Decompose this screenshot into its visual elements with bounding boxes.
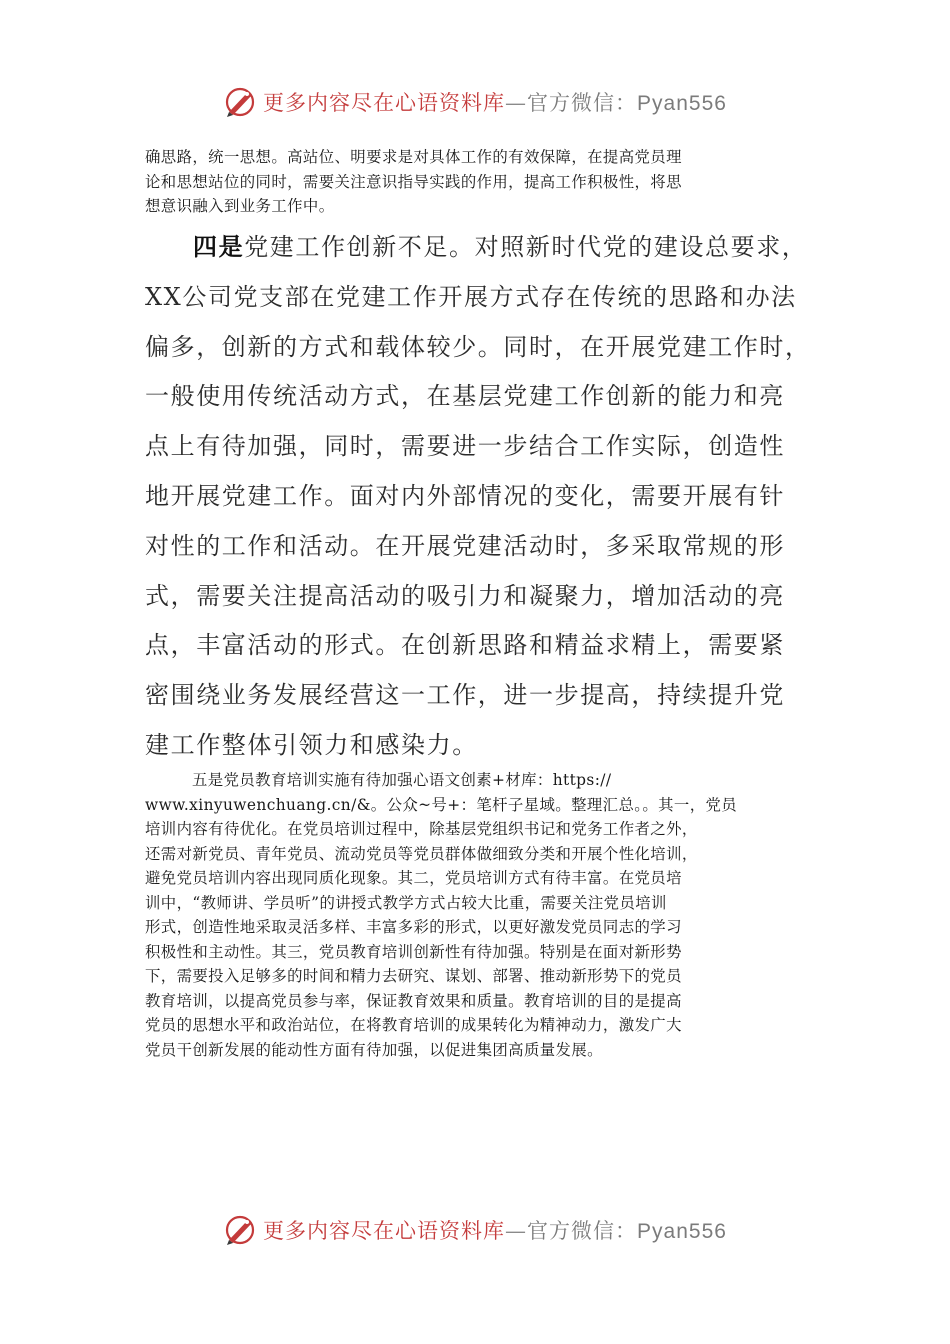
text-line: 教育培训，以提高党员参与率，保证教育效果和质量。教育培训的目的是提高 [145,991,682,1010]
text-line: 避免党员培训内容出现同质化现象。其二，党员培训方式有待丰富。在党员培 [145,869,682,887]
text-line: 对性的工作和活动。在开展党建活动时，多采取常规的形 [145,531,785,560]
pen-logo-icon [223,1213,257,1247]
text-line: 形式，创造性地采取灵活多样、丰富多彩的形式，以更好激发党员同志的学习 [145,918,682,936]
text-line: 党员的思想水平和政治站位，在将教育培训的成果转化为精神动力，激发广大 [145,1016,682,1034]
text-line: www.xinyuwenchuang.cn/&。公众~号+：笔杆子星域。整理汇总。。其一，党员 [145,795,738,814]
text-line: 想意识融入到业务工作中。 [145,197,335,215]
text-line: 地开展党建工作。面对内外部情况的变化，需要开展有针 [145,481,785,510]
text-line: 建工作整体引领力和感染力。 [145,730,478,759]
section-lead: 四是 [193,232,245,261]
text-line: 式，需要关注提高活动的吸引力和凝聚力，增加活动的亮 [145,581,785,610]
pen-logo-icon [223,85,257,119]
text-line: 党员干创新发展的能动性方面有待加强，以促进集团高质量发展。 [145,1040,603,1059]
text-line: XX公司党支部在党建工作开展方式存在传统的思路和办法 [145,282,797,311]
text-line: 点，丰富活动的形式。在创新思路和精益求精上，需要紧 [145,631,785,660]
text-line: 四是党建工作创新不足。对照新时代党的建设总要求， [193,232,808,261]
section-five-paragraph [145,768,805,1062]
text-line: 培训内容有待优化。在党员培训过程中，除基层党组织书记和党务工作者之外， [145,820,698,838]
intro-paragraph [145,145,805,219]
text-line: 还需对新党员、青年党员、流动党员等党员群体做细致分类和开展个性化培训， [145,844,698,863]
banner-text: 更多内容尽在心语资料库—官方微信：Pyan556 [263,91,727,115]
text-line: 一般使用传统活动方式，在基层党建工作创新的能力和亮 [145,382,785,411]
text-line: 点上有待加强，同时，需要进一步结合工作实际，创造性 [145,432,785,461]
section-four-paragraph [145,222,811,771]
text-line: 密围绕业务发展经营这一工作，进一步提高，持续提升党 [145,681,785,710]
text-line: 下，需要投入足够多的时间和精力去研究、谋划、部署、推动新形势下的党员 [145,967,682,985]
text-line: 确思路，统一思想。高站位、明要求是对具体工作的有效保障，在提高党员理 [145,148,682,166]
text-line: 偏多，创新的方式和载体较少。同时，在开展党建工作时， [145,332,811,361]
text-line: 训中，“教师讲、学员听”的讲授式教学方式占较大比重，需要关注党员培训 [145,893,667,912]
footer-banner [0,1210,950,1250]
header-banner [0,82,950,122]
text-line: 积极性和主动性。其三，党员教育培训创新性有待加强。特别是在面对新形势 [145,942,682,961]
banner-text: 更多内容尽在心语资料库—官方微信：Pyan556 [263,1219,727,1243]
text-line: 论和思想站位的同时，需要关注意识指导实践的作用，提高工作积极性，将思 [145,172,682,191]
text-line: 五是党员教育培训实施有待加强心语文创素+材库：https:// [192,771,612,789]
